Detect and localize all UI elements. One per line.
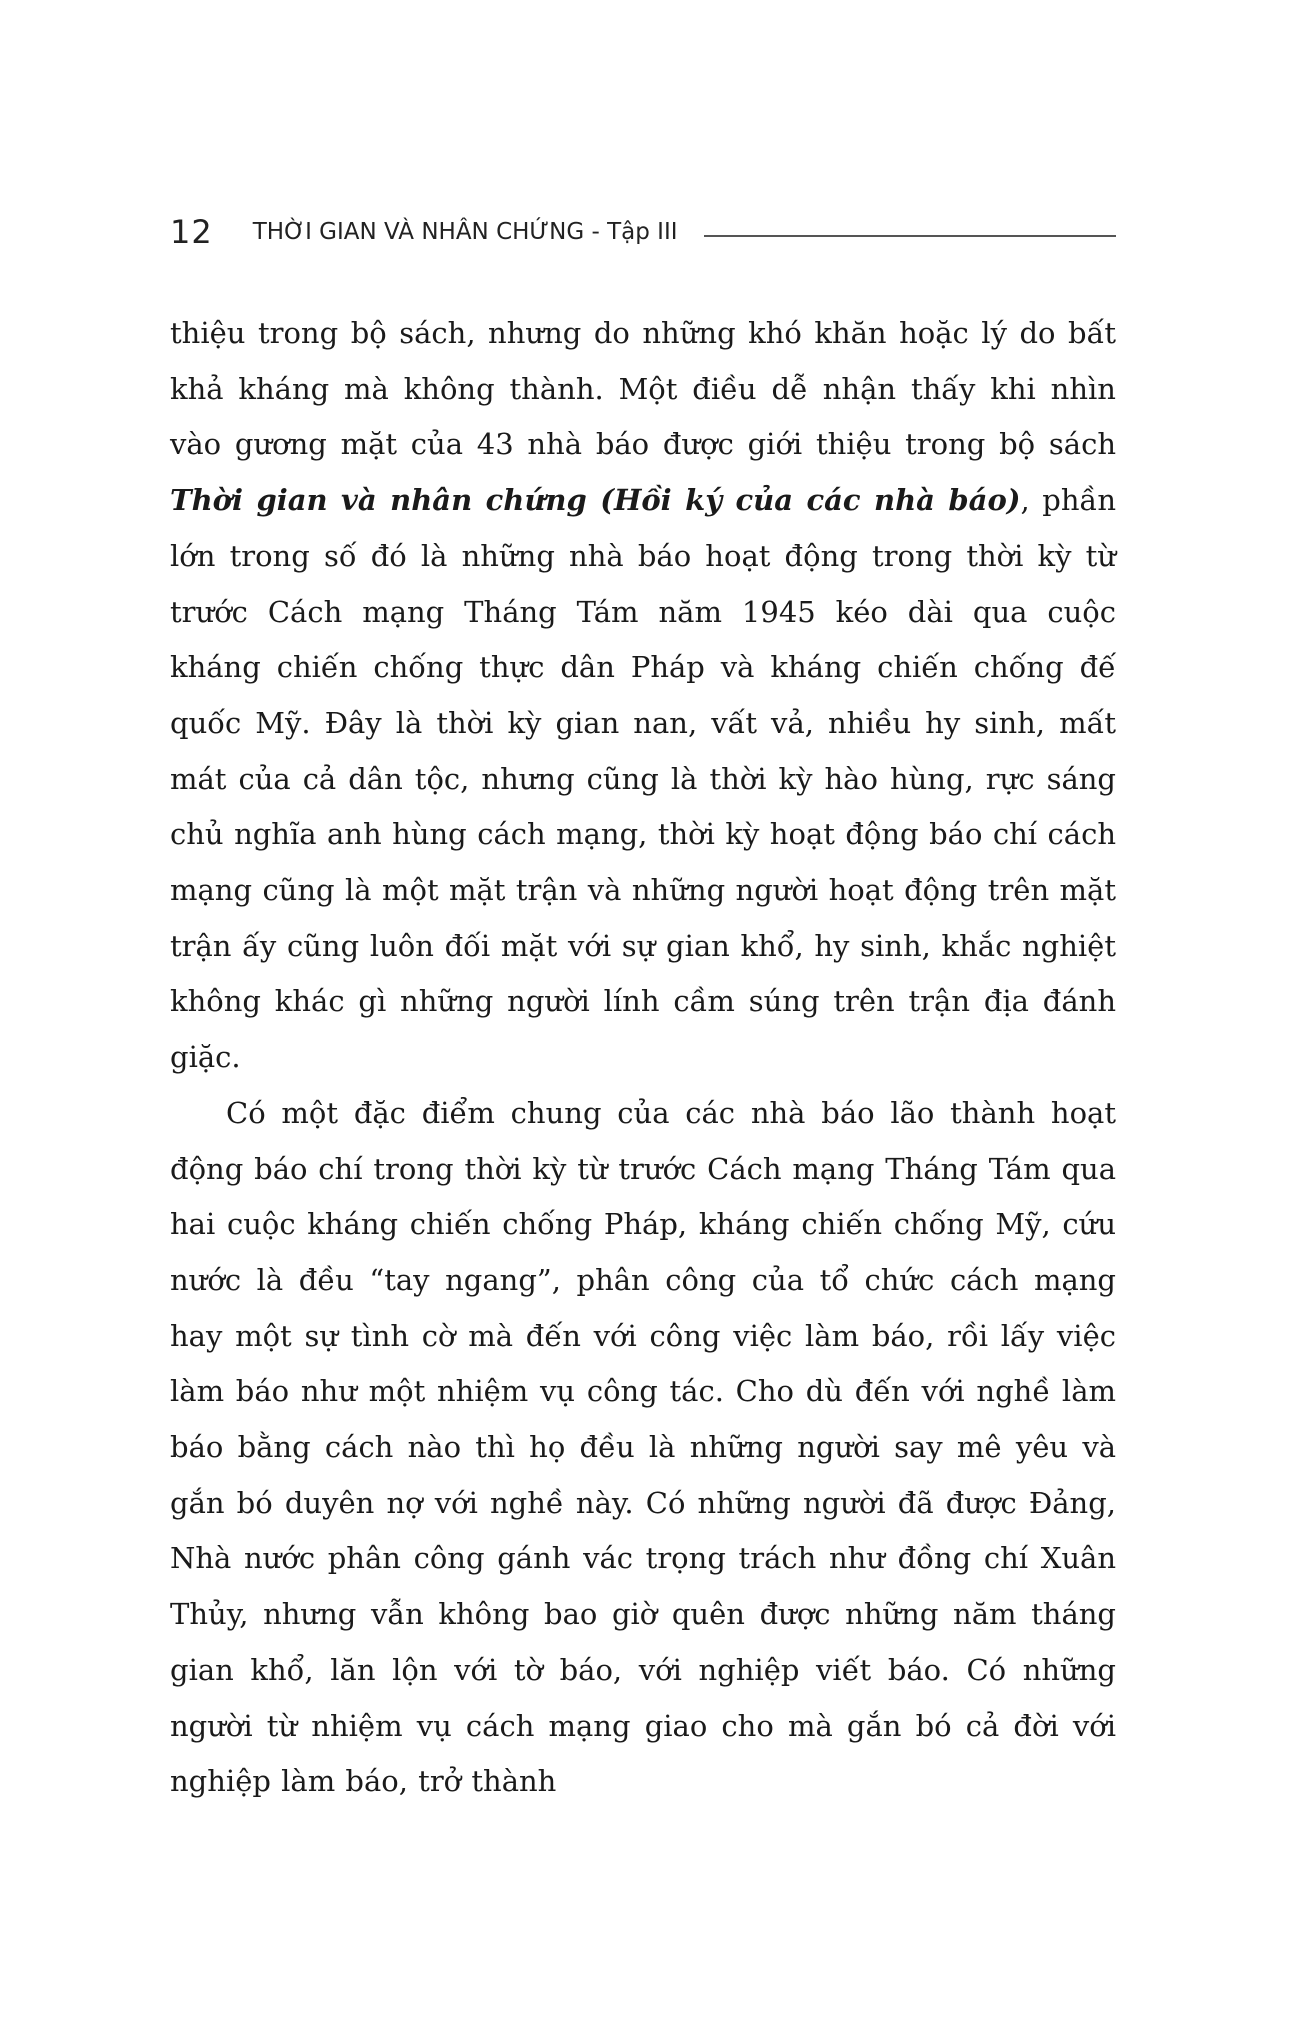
book-title-reference: Thời gian và nhân chứng (Hồi ký của các nhà báo) (170, 483, 1021, 518)
running-header (170, 210, 1116, 254)
paragraph-1-start: thiệu trong bộ sách, nhưng do những khó khăn hoặc lý do bất khả kháng mà không thành. Một điều dễ nhận thấy khi nhìn vào gương mặt của 43 nhà báo được giới thiệu trong bộ sách (170, 316, 1116, 462)
paragraph-1 (170, 306, 1116, 1086)
body-text (170, 306, 1116, 1810)
paragraph-1-end: , phần lớn trong số đó là những nhà báo hoạt động trong thời kỳ từ trước Cách mạng Tháng Tám năm 1945 kéo dài qua cuộc kháng chiến chống thực dân Pháp và kháng chiến chống đế quốc Mỹ. Đây là thời kỳ gian nan, vất vả, nhiều hy sinh, mất mát của cả dân tộc, nhưng cũng là thời kỳ hào hùng, rực sáng chủ nghĩa anh hùng cách mạng, thời kỳ hoạt động báo chí cách mạng cũng là một mặt trận và những người hoạt động trên mặt trận ấy cũng luôn đối mặt với sự gian khổ, hy sinh, khắc nghiệt không khác gì những người lính cầm súng trên trận địa đánh giặc. (170, 483, 1116, 1075)
paragraph-2: Có một đặc điểm chung của các nhà báo lão thành hoạt động báo chí trong thời kỳ từ trước Cách mạng Tháng Tám qua hai cuộc kháng chiến chống Pháp, kháng chiến chống Mỹ, cứu nước là đều “tay ngang”, phân công của tổ chức cách mạng hay một sự tình cờ mà đến với công việc làm báo, rồi lấy việc làm báo như một nhiệm vụ công tác. Cho dù đến với nghề làm báo bằng cách nào thì họ đều là những người say mê yêu và gắn bó duyên nợ với nghề này. Có những người đã được Đảng, Nhà nước phân công gánh vác trọng trách như đồng chí Xuân Thủy, nhưng vẫn không bao giờ quên được những năm tháng gian khổ, lăn lộn với tờ báo, với nghiệp viết báo. Có những người từ nhiệm vụ cách mạng giao cho mà gắn bó cả đời với nghiệp làm báo, trở thành (170, 1095, 1116, 1799)
running-title: THỜI GIAN VÀ NHÂN CHỨNG - Tập III (252, 219, 678, 245)
page-number: 12 (170, 213, 213, 251)
header-rule (704, 235, 1116, 237)
